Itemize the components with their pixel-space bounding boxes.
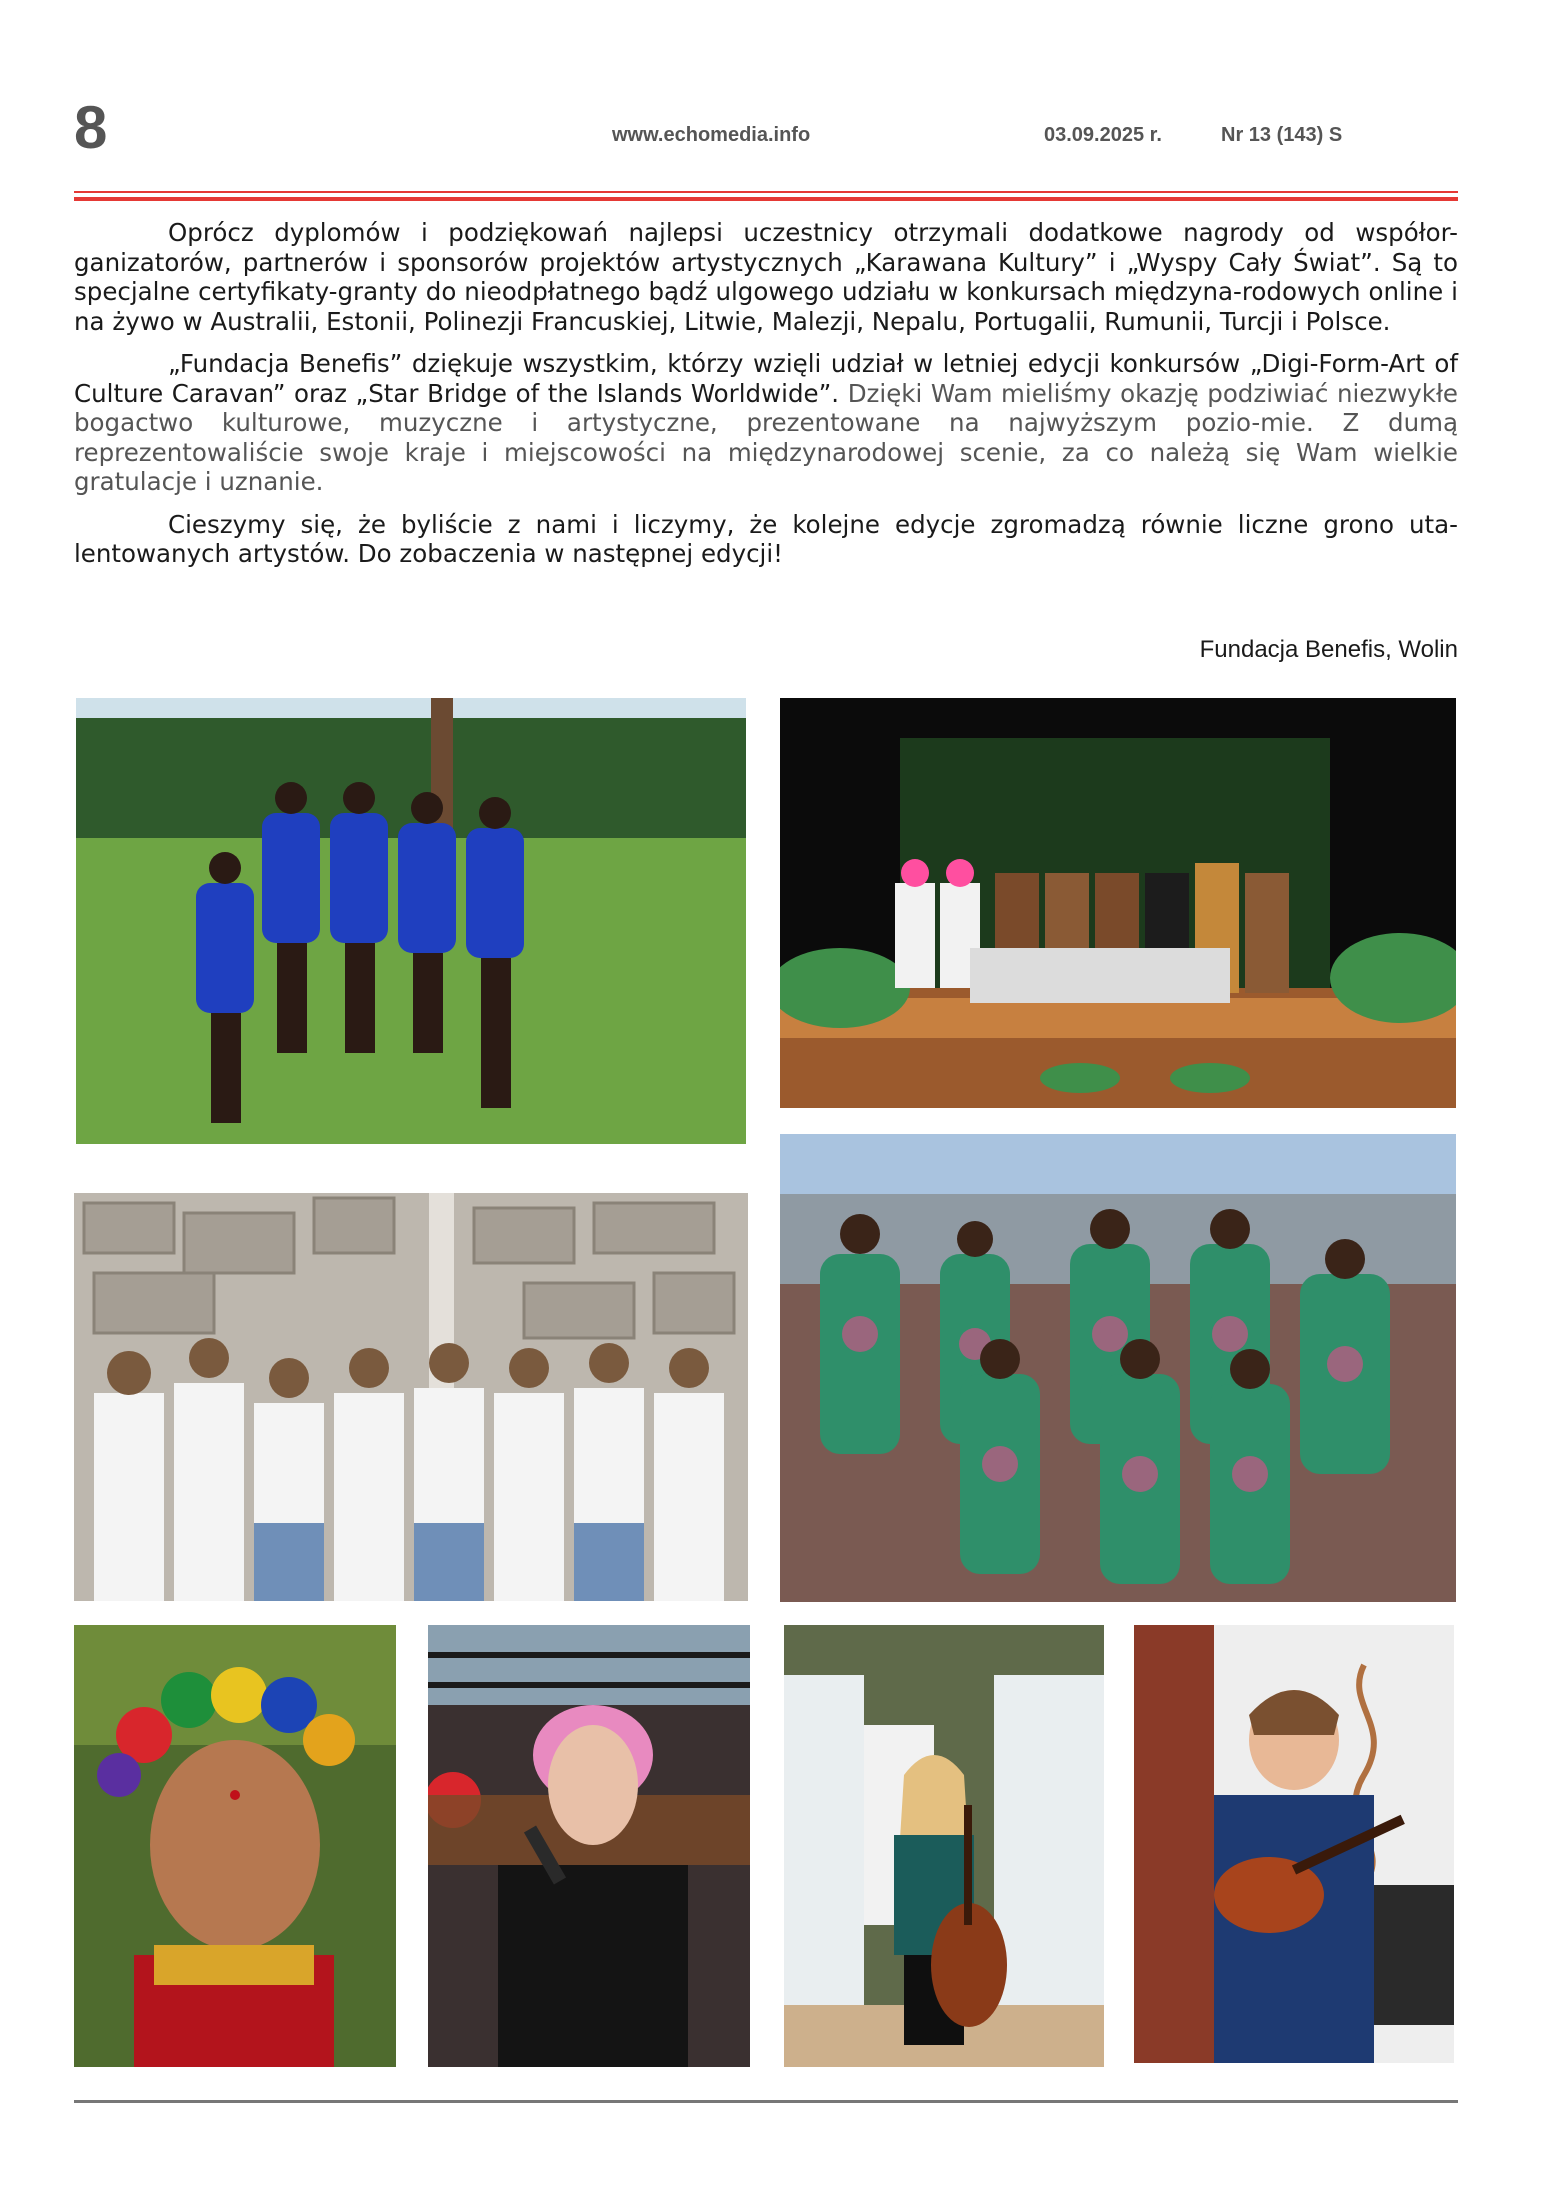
- photo-singer-with-microphone: [428, 1625, 750, 2067]
- photo-boy-with-violin: [1134, 1625, 1454, 2063]
- article-paragraph-3: Cieszymy się, że byliście z nami i liczymy, że kolejne edycje zgromadzą równie liczne grono uta-lentowanych artystów. Do zobaczenia w następnej edycji!: [74, 509, 1458, 568]
- photo-jungle-stage-performance: [780, 698, 1456, 1108]
- header-rule-thin: [74, 191, 1458, 193]
- header-rule-thick: [74, 197, 1458, 201]
- header-issue: Nr 13 (143) S: [1221, 124, 1343, 146]
- article-paragraph-2-lead: „Fundacja Benefis” dziękuje wszystkim, którzy wzięli udział w letniej edycji konkursów „Digi-Form-Art of Culture Caravan” oraz „Star Bridge of the Islands Worldwide”.: [74, 349, 1458, 408]
- page-number: 8: [74, 94, 108, 161]
- article-signature: Fundacja Benefis, Wolin: [1199, 636, 1458, 663]
- photo-dancers-colorful-costumes: [780, 1134, 1456, 1602]
- article-paragraph-1: Oprócz dyplomów i podziękowań najlepsi uczestnicy otrzymali dodatkowe nagrody od współor-ganizatorów, partnerów i sponsorów projektów artystycznych „Karawana Kultury” i „Wyspy Cały Świat”. Są to specjalne certyfikaty-granty do nieodpłatnego bądź ulgowego udziału w konkursach międzyna-rodowych online i na żywo w Australii, Estonii, Polinezji Francuskiej, Litwie, Malezji, Nepalu, Portugalii, Rumunii, Turcji i Polsce.: [74, 218, 1458, 336]
- header-url[interactable]: www.echomedia.info: [612, 124, 811, 146]
- photo-dancers-blue-on-grass: [76, 698, 746, 1144]
- article-body: [74, 218, 1458, 582]
- photo-children-choir-stone-wall: [74, 1193, 748, 1601]
- article-paragraph-2: [74, 349, 1458, 497]
- article-paragraph-2-rest: Dzięki Wam mieliśmy okazję podziwiać niezwykłe bogactwo kulturowe, muzyczne i artystyczne, prezentowane na najwyższym pozio-mie. Z dumą reprezentowaliście swoje kraje i miejscowości na międzynarodowej scenie, za co należą się Wam wielkie gratulacje i uznanie.: [74, 378, 1458, 496]
- header-date: 03.09.2025 r.: [1044, 124, 1162, 146]
- photo-girl-with-cello: [784, 1625, 1104, 2067]
- footer-rule: [74, 2100, 1458, 2103]
- photo-portrait-floral-headdress: [74, 1625, 396, 2067]
